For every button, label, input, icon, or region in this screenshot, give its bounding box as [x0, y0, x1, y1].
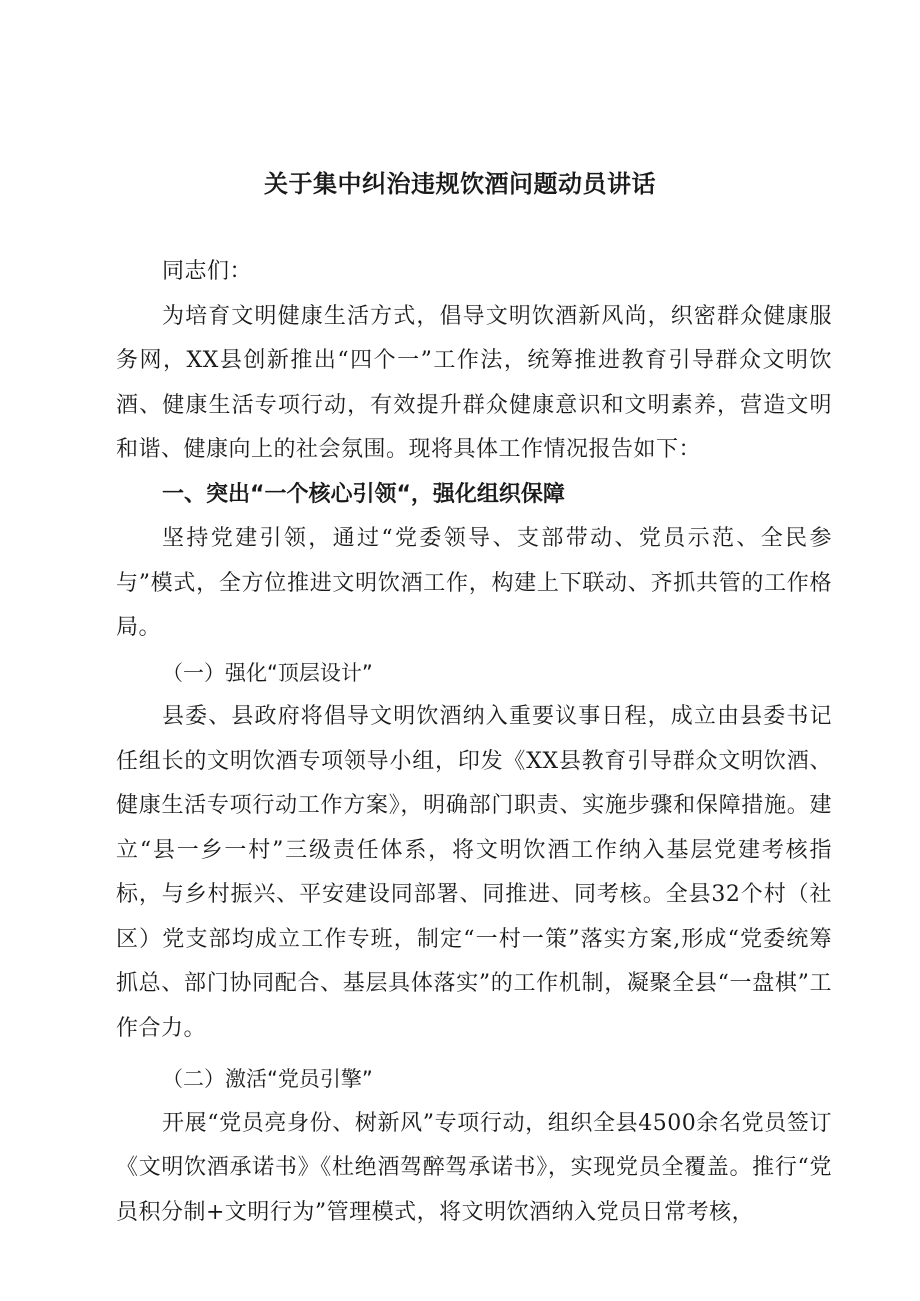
salutation: 同志们：: [162, 259, 253, 284]
section-1-heading: 一、突出“一个核心引领“，强化组织保障: [162, 481, 565, 507]
document-title: 关于集中纠治违规饮酒问题动员讲话: [264, 170, 656, 198]
document-body: [116, 250, 832, 1235]
section-1-paragraph: 坚持党建引领，通过“党委领导、支部带动、党员示范、全民参与”模式，全方位推进文明饮酒工作，构建上下联动、齐抓共管的工作格局。: [116, 526, 832, 640]
subsection-1-paragraph: 县委、县政府将倡导文明饮酒纳入重要议事日程，成立由县委书记任组长的文明饮酒专项领导小组，印发《XX县教育引导群众文明饮酒、健康生活专项行动工作方案》，明确部门职责、实施步骤和保障措施。建立“县一乡一村”三级责任体系，将文明饮酒工作纳入基层党建考核指标，与乡村振兴、平安建设同部署、同推进、同考核。全县32个村（社区）党支部均成立工作专班，制定“一村一策”落实方案,形成“党委统筹抓总、部门协同配合、基层具体落实”的工作机制，凝聚全县“一盘棋”工作合力。: [116, 704, 832, 1041]
subsection-1-heading: （一）强化“顶层设计”: [162, 660, 373, 685]
subsection-2-paragraph: 开展“党员亮身份、树新风”专项行动，组织全县4500余名党员签订《文明饮酒承诺书》《杜绝酒驾醉驾承诺书》，实现党员全覆盖。推行“党员积分制+文明行为”管理模式，将文明饮酒纳入党员日常考核，: [116, 1110, 832, 1225]
intro-paragraph: 为培育文明健康生活方式，倡导文明饮酒新风尚，织密群众健康服务网，XX县创新推出“四个一”工作法，统筹推进教育引导群众文明饮酒、健康生活专项行动，有效提升群众健康意识和文明素养，营造文明和谐、健康向上的社会氛围。现将具体工作情况报告如下：: [116, 303, 832, 462]
subsection-2-heading: （二）激活“党员引擎”: [162, 1067, 373, 1091]
